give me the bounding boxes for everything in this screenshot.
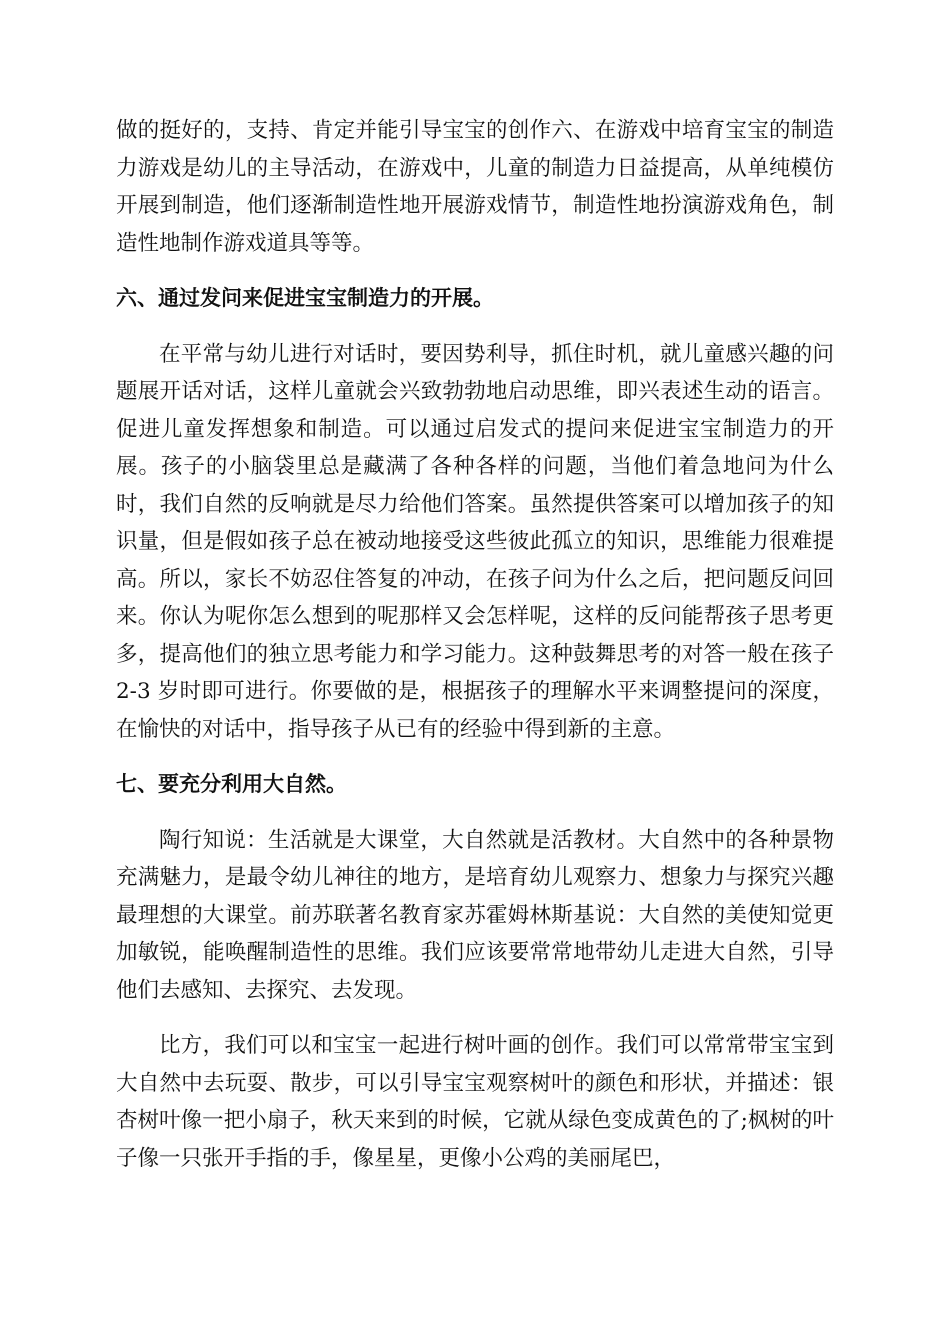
section-heading-7: 七、要充分利用大自然。 bbox=[116, 772, 347, 796]
document-page bbox=[116, 112, 834, 1195]
paragraph-3: 陶行知说：生活就是大课堂，大自然就是活教材。大自然中的各种景物充满魅力，是最令幼儿神往的地方，是培育幼儿观察力、想象力与探究兴趣最理想的大课堂。前苏联著名教育家苏霍姆林斯基说：大自然的美使知觉更加敏锐，能唤醒制造性的思维。我们应该要常常地带幼儿走进大自然，引导他们去感知、去探究、去发现。 bbox=[116, 827, 834, 1003]
paragraph-4: 比方，我们可以和宝宝一起进行树叶画的创作。我们可以常常带宝宝到大自然中去玩耍、散步，可以引导宝宝观察树叶的颜色和形状，并描述：银杏树叶像一把小扇子，秋天来到的时候，它就从绿色变成黄色的了;枫树的叶子像一只张开手指的手，像星星，更像小公鸡的美丽尾巴， bbox=[116, 1033, 834, 1171]
section-heading-6: 六、通过发问来促进宝宝制造力的开展。 bbox=[116, 286, 494, 310]
paragraph-2: 在平常与幼儿进行对话时，要因势利导，抓住时机，就儿童感兴趣的问题展开话对话，这样儿童就会兴致勃勃地启动思维，即兴表述生动的语言。促进儿童发挥想象和制造。可以通过启发式的提问来促进宝宝制造力的开展。孩子的小脑袋里总是藏满了各种各样的问题，当他们着急地问为什么时，我们自然的反响就是尽力给他们答案。虽然提供答案可以增加孩子的知识量，但是假如孩子总在被动地接受这些彼此孤立的知识，思维能力很难提高。所以，家长不妨忍住答复的冲动，在孩子问为什么之后，把问题反问回来。你认为呢你怎么想到的呢那样又会怎样呢，这样的反问能帮孩子思考更多，提高他们的独立思考能力和学习能力。这种鼓舞思考的对答一般在孩子 2-3 岁时即可进行。你要做的是，根据孩子的理解水平来调整提问的深度，在愉快的对话中，指导孩子从已有的经验中得到新的主意。 bbox=[116, 341, 834, 742]
paragraph-1: 做的挺好的，支持、肯定并能引导宝宝的创作六、在游戏中培育宝宝的制造力游戏是幼儿的主导活动，在游戏中，儿童的制造力日益提高，从单纯模仿开展到制造，他们逐渐制造性地开展游戏情节，制造性地扮演游戏角色，制造性地制作游戏道具等等。 bbox=[116, 118, 834, 256]
